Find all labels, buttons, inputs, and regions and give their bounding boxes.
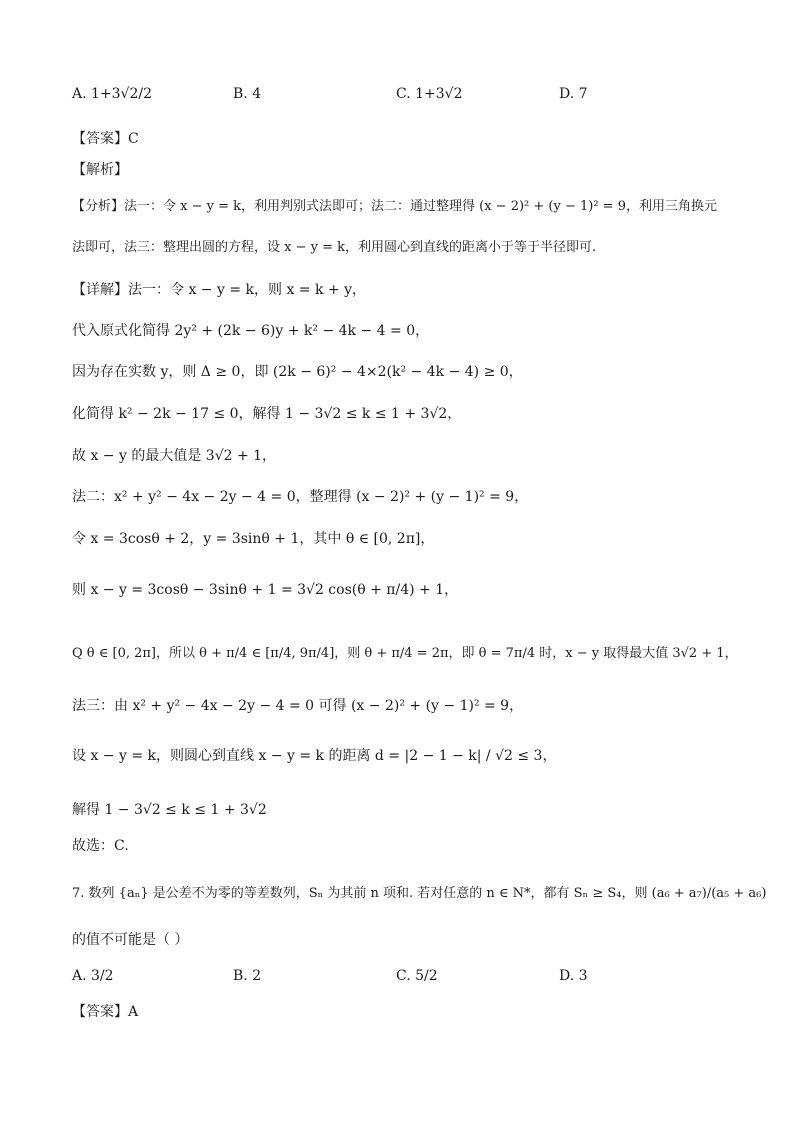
q6-option-a: A. 1+3√2/2 bbox=[72, 86, 153, 102]
detail-line-11: 设 x − y = k，则圆心到直线 x − y = k 的距离 d = |2 − 1 − k| / √2 ≤ 3， bbox=[72, 748, 557, 764]
analysis-line-1: 【分析】法一：令 x − y = k，利用判别式法即可；法二：通过整理得 (x − 2)² + (y − 1)² = 9，利用三角换元 bbox=[72, 199, 717, 214]
q7-option-d: D. 3 bbox=[559, 968, 588, 984]
detail-line-6: 法二：x² + y² − 4x − 2y − 4 = 0，整理得 (x − 2)² + (y − 1)² = 9， bbox=[72, 489, 529, 505]
q7-stem-line-2: 的值不可能是（ ） bbox=[72, 932, 189, 948]
answer-value: A bbox=[128, 1004, 139, 1020]
detail-line-10: 法三：由 x² + y² − 4x − 2y − 4 = 0 可得 (x − 2)² + (y − 1)² = 9， bbox=[72, 698, 524, 714]
detail-line-7: 令 x = 3cosθ + 2，y = 3sinθ + 1，其中 θ ∈ [0, 2π]， bbox=[72, 531, 435, 547]
detail-line-1: 【详解】法一：令 x − y = k，则 x = k + y， bbox=[72, 282, 366, 298]
detail-line-3: 因为存在实数 y，则 Δ ≥ 0，即 (2k − 6)² − 4×2(k² − 4k − 4) ≥ 0， bbox=[72, 364, 523, 380]
detail-line-9: Q θ ∈ [0, 2π]，所以 θ + π/4 ∈ [π/4, 9π/4]，则 θ + π/4 = 2π，即 θ = 7π/4 时，x − y 取得最大值 3√2 + 1， bbox=[72, 646, 738, 661]
answer-label: 【答案】 bbox=[72, 131, 128, 147]
q7-option-a: A. 3/2 bbox=[72, 968, 114, 984]
q7-stem-line-1: 7. 数列 {aₙ} 是公差不为零的等差数列，Sₙ 为其前 n 项和. 若对任意的 n ∈ N*，都有 Sₙ ≥ S₄，则 (a₆ + a₇)/(a₅ + a₆) bbox=[72, 886, 767, 901]
detail-line-13: 故选：C. bbox=[72, 838, 129, 854]
answer-value: C bbox=[128, 131, 139, 147]
answer-label: 【答案】 bbox=[72, 1004, 128, 1020]
q7-option-c: C. 5/2 bbox=[396, 968, 438, 984]
detail-line-5: 故 x − y 的最大值是 3√2 + 1， bbox=[72, 448, 277, 464]
detail-line-12: 解得 1 − 3√2 ≤ k ≤ 1 + 3√2 bbox=[72, 802, 267, 818]
q7-option-b: B. 2 bbox=[233, 968, 262, 984]
q6-answer bbox=[72, 131, 139, 148]
q6-option-c: C. 1+3√2 bbox=[396, 86, 463, 102]
q6-analysis-label: 【解析】 bbox=[72, 162, 128, 178]
detail-line-8: 则 x − y = 3cosθ − 3sinθ + 1 = 3√2 cos(θ + π/4) + 1， bbox=[72, 582, 459, 598]
q7-answer bbox=[72, 1004, 138, 1021]
q6-option-d: D. 7 bbox=[559, 86, 588, 102]
q6-option-b: B. 4 bbox=[233, 86, 262, 102]
analysis-line-2: 法即可，法三：整理出圆的方程，设 x − y = k，利用圆心到直线的距离小于等于半径即可. bbox=[72, 240, 597, 255]
detail-line-2: 代入原式化简得 2y² + (2k − 6)y + k² − 4k − 4 = 0， bbox=[72, 323, 430, 339]
detail-line-4: 化简得 k² − 2k − 17 ≤ 0，解得 1 − 3√2 ≤ k ≤ 1 + 3√2， bbox=[72, 406, 462, 422]
